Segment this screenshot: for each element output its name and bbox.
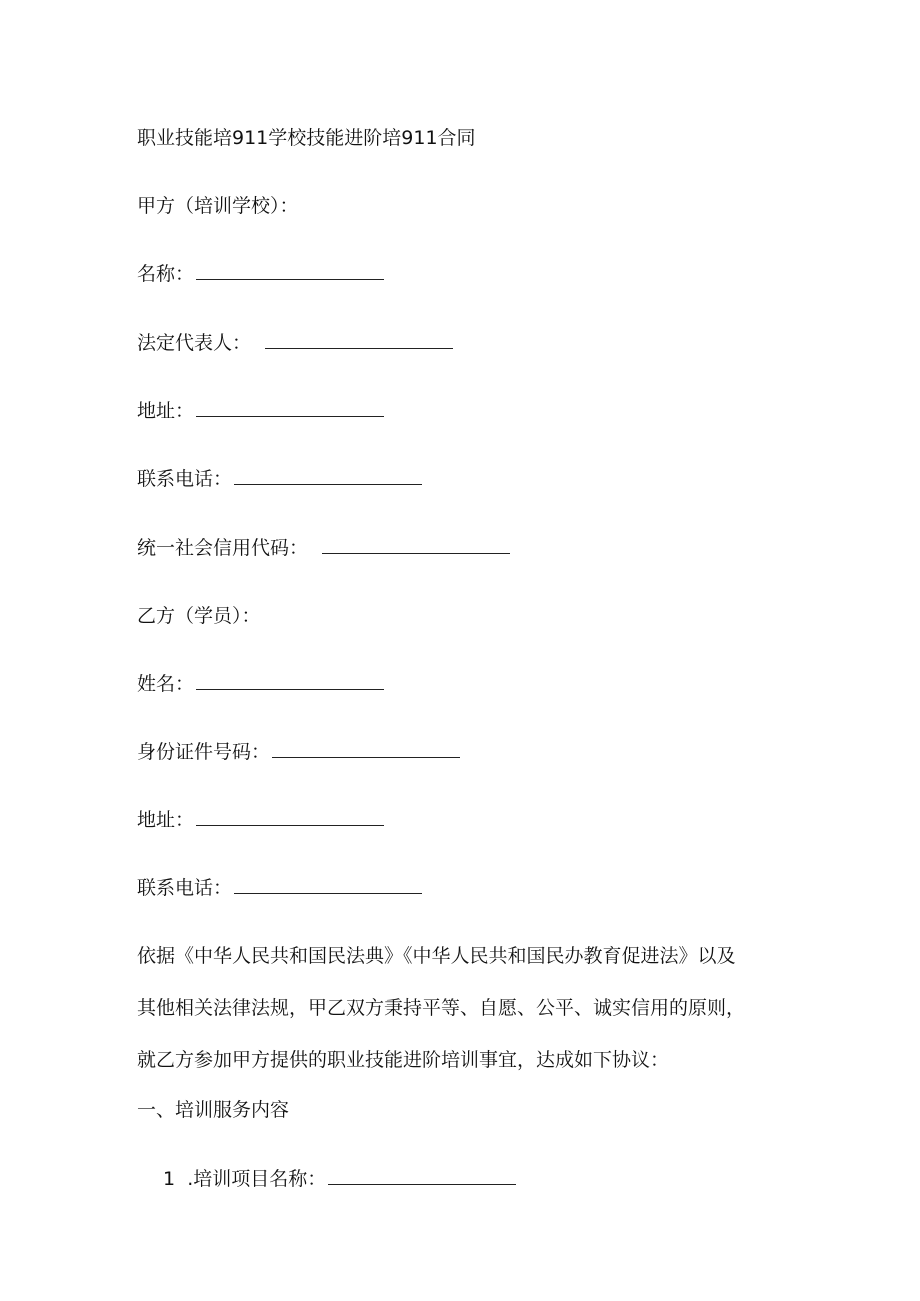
party-b-phone-field: [137, 875, 422, 901]
fill-in-blank: [234, 466, 422, 485]
fill-in-blank: [322, 535, 510, 554]
preamble-line: 就乙方参加甲方提供的职业技能进阶培训事宜，达成如下协议：: [137, 1049, 670, 1071]
party-b-name-field: [137, 671, 384, 697]
item-number: 1: [163, 1168, 176, 1190]
party-b-address-field: [137, 807, 384, 833]
field-label: 姓名：: [137, 673, 195, 695]
fill-in-blank: [196, 807, 384, 826]
preamble-paragraph: [137, 930, 797, 1086]
field-label: 地址：: [137, 809, 195, 831]
field-label: 法定代表人：: [137, 332, 252, 354]
field-label: .培训项目名称：: [187, 1168, 327, 1190]
fill-in-blank: [196, 671, 384, 690]
section-1-heading: 一、培训服务内容: [137, 1099, 290, 1121]
fill-in-blank: [272, 739, 460, 758]
field-label: 地址：: [137, 400, 195, 422]
party-a-name-field: [137, 261, 384, 287]
fill-in-blank: [328, 1166, 516, 1185]
fill-in-blank: [234, 875, 422, 894]
document-title: 职业技能培911学校技能进阶培911合同: [137, 127, 476, 149]
field-label: 名称：: [137, 263, 195, 285]
field-label: 统一社会信用代码：: [137, 537, 309, 559]
party-b-id-field: [137, 739, 460, 765]
fill-in-blank: [196, 398, 384, 417]
preamble-line: 依据《中华人民共和国民法典》《中华人民共和国民办教育促进法》以及: [137, 945, 736, 967]
party-a-heading: 甲方（培训学校）：: [137, 195, 299, 217]
fill-in-blank: [265, 330, 453, 349]
preamble-line: 其他相关法律法规，甲乙双方秉持平等、自愿、公平、诚实信用的原则，: [137, 997, 746, 1019]
field-label: 身份证件号码：: [137, 741, 271, 763]
party-b-heading: 乙方（学员）：: [137, 605, 261, 627]
field-label: 联系电话：: [137, 877, 233, 899]
fill-in-blank: [196, 261, 384, 280]
party-a-legal-rep-field: [137, 330, 453, 356]
field-label: 联系电话：: [137, 468, 233, 490]
party-a-phone-field: [137, 466, 422, 492]
party-a-address-field: [137, 398, 384, 424]
party-a-credit-code-field: [137, 535, 510, 561]
section-1-item-1: [163, 1166, 516, 1192]
